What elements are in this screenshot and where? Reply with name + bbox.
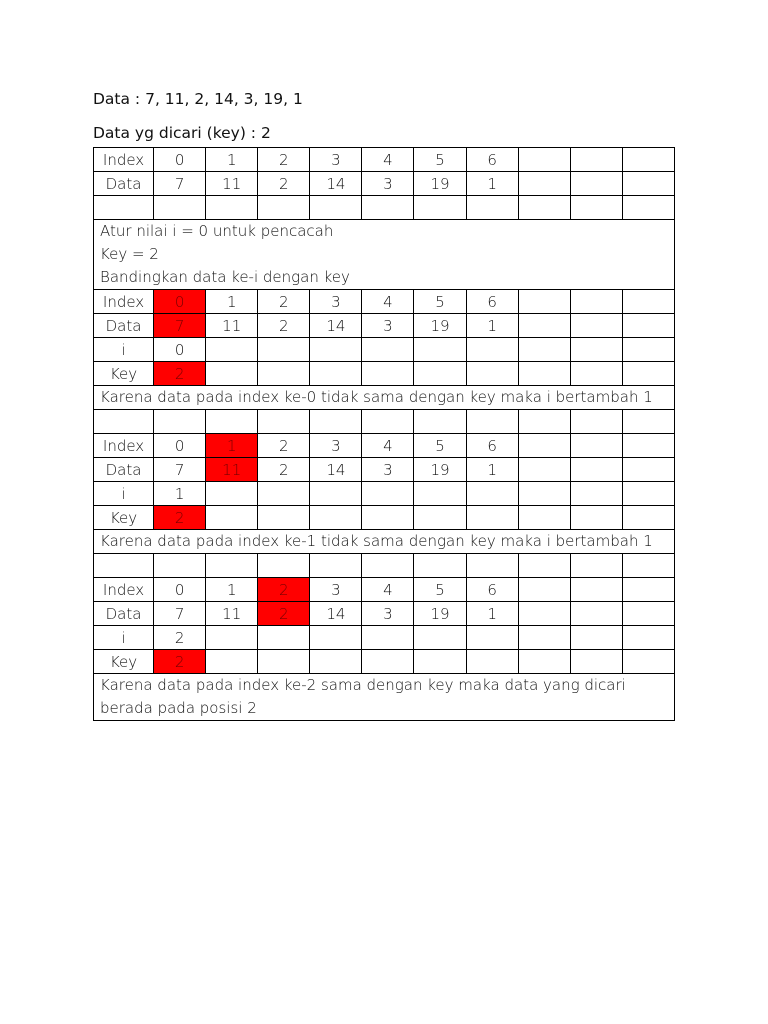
table-cell: 19 — [414, 172, 466, 196]
table-cell: 5 — [414, 290, 466, 314]
table-cell: 14 — [310, 458, 362, 482]
step-key-row — [94, 506, 675, 530]
table-cell: 2 — [154, 506, 206, 530]
table-cell — [362, 362, 414, 386]
step-note-row — [94, 674, 675, 721]
table-cell — [414, 196, 466, 220]
note-cell — [94, 674, 675, 721]
table-cell — [206, 482, 258, 506]
row-label: i — [94, 482, 154, 506]
step-note-row — [94, 386, 675, 410]
row-label: Data — [94, 602, 154, 626]
table-cell — [570, 148, 622, 172]
table-cell: 3 — [310, 578, 362, 602]
table-cell: 2 — [258, 314, 310, 338]
table-cell: 7 — [154, 458, 206, 482]
table-cell — [622, 410, 674, 434]
table-cell: 1 — [154, 482, 206, 506]
table-cell — [310, 554, 362, 578]
key-heading: Data yg dicari (key) : 2 — [93, 124, 271, 142]
table-cell — [518, 148, 570, 172]
step-key-row — [94, 362, 675, 386]
table-cell: 3 — [362, 602, 414, 626]
table-cell — [362, 410, 414, 434]
table-cell — [466, 506, 518, 530]
data-heading: Data : 7, 11, 2, 14, 3, 19, 1 — [93, 90, 303, 108]
table-cell: 2 — [154, 650, 206, 674]
table-cell: 2 — [154, 362, 206, 386]
table-cell — [258, 410, 310, 434]
step-note-row — [94, 530, 675, 554]
table-cell: 5 — [414, 434, 466, 458]
step-index-row — [94, 578, 675, 602]
table-cell — [622, 578, 674, 602]
row-label: Index — [94, 290, 154, 314]
table-cell — [258, 482, 310, 506]
row-label: Key — [94, 650, 154, 674]
table-cell: 7 — [154, 314, 206, 338]
table-cell — [622, 172, 674, 196]
table-cell — [570, 482, 622, 506]
table-cell — [622, 362, 674, 386]
table-cell — [622, 290, 674, 314]
step-data-row — [94, 458, 675, 482]
table-cell — [206, 362, 258, 386]
table-cell — [570, 602, 622, 626]
intro-note-row — [94, 220, 675, 290]
table-cell — [414, 650, 466, 674]
table-cell — [414, 626, 466, 650]
table-cell — [94, 410, 154, 434]
table-cell — [414, 482, 466, 506]
table-cell — [570, 506, 622, 530]
table-cell — [206, 338, 258, 362]
table-cell: 1 — [206, 148, 258, 172]
table-cell — [258, 506, 310, 530]
table-cell — [518, 602, 570, 626]
table-cell — [466, 362, 518, 386]
note-line: Atur nilai i = 0 untuk pencacah — [100, 222, 334, 240]
table-cell — [570, 196, 622, 220]
table-cell — [570, 410, 622, 434]
step-index-row — [94, 434, 675, 458]
table-cell — [570, 434, 622, 458]
table-cell — [310, 410, 362, 434]
table-cell — [622, 650, 674, 674]
note-line: Bandingkan data ke-i dengan key — [100, 268, 350, 286]
table-cell — [622, 626, 674, 650]
table-cell: 1 — [206, 434, 258, 458]
table-cell — [570, 578, 622, 602]
table-cell: 2 — [258, 602, 310, 626]
table-cell: 1 — [466, 458, 518, 482]
table-cell — [362, 196, 414, 220]
index-row — [94, 148, 675, 172]
row-label: Index — [94, 434, 154, 458]
table-cell — [518, 410, 570, 434]
table-cell — [466, 650, 518, 674]
table-cell — [518, 172, 570, 196]
table-cell: 11 — [206, 602, 258, 626]
table-cell: 2 — [258, 578, 310, 602]
table-cell: 7 — [154, 172, 206, 196]
table-cell: 0 — [154, 290, 206, 314]
table-cell — [258, 650, 310, 674]
table-cell: 6 — [466, 434, 518, 458]
table-cell — [518, 434, 570, 458]
table-cell: 3 — [362, 314, 414, 338]
table-cell — [518, 314, 570, 338]
table-cell — [570, 314, 622, 338]
table-cell — [518, 196, 570, 220]
table-cell: 4 — [362, 578, 414, 602]
table-cell: 7 — [154, 602, 206, 626]
table-cell: 19 — [414, 458, 466, 482]
table-cell: 1 — [206, 290, 258, 314]
table-cell — [362, 626, 414, 650]
table-cell — [362, 650, 414, 674]
table-cell: 2 — [258, 148, 310, 172]
table-cell: 4 — [362, 148, 414, 172]
table-cell: 3 — [310, 434, 362, 458]
table-cell — [622, 554, 674, 578]
row-label: Key — [94, 506, 154, 530]
empty-row — [94, 410, 675, 434]
table-cell — [94, 196, 154, 220]
table-cell — [570, 290, 622, 314]
row-label: Index — [94, 578, 154, 602]
table-cell: 3 — [362, 172, 414, 196]
table-cell — [570, 554, 622, 578]
table-cell: 2 — [154, 626, 206, 650]
table-cell — [258, 626, 310, 650]
step-i-row — [94, 626, 675, 650]
table-cell: 19 — [414, 602, 466, 626]
table-cell — [466, 626, 518, 650]
table-cell — [258, 554, 310, 578]
table-cell: 4 — [362, 434, 414, 458]
table-cell — [466, 196, 518, 220]
table-cell — [206, 196, 258, 220]
table-cell — [258, 196, 310, 220]
table-cell: 6 — [466, 148, 518, 172]
table-cell: 4 — [362, 290, 414, 314]
table-cell — [466, 338, 518, 362]
table-cell: 3 — [310, 290, 362, 314]
table-cell — [622, 196, 674, 220]
table-cell — [310, 362, 362, 386]
row-label: i — [94, 338, 154, 362]
data-row — [94, 172, 675, 196]
step-key-row — [94, 650, 675, 674]
note-line: Karena data pada index ke-2 sama dengan key maka data yang dicari berada pada posisi 2 — [100, 676, 626, 717]
table-cell — [518, 578, 570, 602]
table-cell — [154, 554, 206, 578]
table-cell: 14 — [310, 602, 362, 626]
table-cell — [206, 650, 258, 674]
table-cell — [622, 338, 674, 362]
table-cell — [466, 410, 518, 434]
table-cell — [518, 338, 570, 362]
table-cell: 5 — [414, 148, 466, 172]
table-cell: 11 — [206, 458, 258, 482]
table-cell — [570, 650, 622, 674]
table-cell — [310, 196, 362, 220]
table-cell — [154, 410, 206, 434]
table-cell — [94, 554, 154, 578]
table-cell — [154, 196, 206, 220]
table-cell: 14 — [310, 172, 362, 196]
step-i-row — [94, 338, 675, 362]
table-cell — [518, 362, 570, 386]
table-cell — [362, 506, 414, 530]
table-cell: 14 — [310, 314, 362, 338]
table-cell — [518, 290, 570, 314]
row-label: Data — [94, 458, 154, 482]
table-cell — [466, 482, 518, 506]
step-i-row — [94, 482, 675, 506]
table-cell: 3 — [310, 148, 362, 172]
table-cell: 1 — [206, 578, 258, 602]
table-cell — [310, 338, 362, 362]
linear-search-table — [93, 147, 675, 721]
table-cell — [206, 626, 258, 650]
note-line: Karena data pada index ke-1 tidak sama dengan key maka i bertambah 1 — [100, 532, 653, 550]
note-cell — [94, 386, 675, 410]
step-data-row — [94, 602, 675, 626]
table-cell — [622, 148, 674, 172]
step-index-row — [94, 290, 675, 314]
note-line: Key = 2 — [100, 245, 159, 263]
row-label: Data — [94, 172, 154, 196]
row-label: Key — [94, 362, 154, 386]
table-cell: 0 — [154, 434, 206, 458]
table-cell: 6 — [466, 290, 518, 314]
table-cell — [362, 338, 414, 362]
table-cell: 3 — [362, 458, 414, 482]
table-cell — [258, 338, 310, 362]
table-cell — [570, 338, 622, 362]
note-line: Karena data pada index ke-0 tidak sama dengan key maka i bertambah 1 — [100, 388, 653, 406]
table-cell — [622, 482, 674, 506]
table-cell: 0 — [154, 578, 206, 602]
table-cell: 5 — [414, 578, 466, 602]
table-cell — [310, 626, 362, 650]
table-cell — [622, 506, 674, 530]
table-cell: 2 — [258, 172, 310, 196]
table-cell — [570, 362, 622, 386]
table-cell — [518, 458, 570, 482]
table-cell — [570, 172, 622, 196]
table-cell — [414, 362, 466, 386]
table-cell — [414, 506, 466, 530]
table-cell: 2 — [258, 458, 310, 482]
table-cell: 11 — [206, 314, 258, 338]
table-cell — [518, 506, 570, 530]
table-cell: 1 — [466, 172, 518, 196]
note-cell — [94, 530, 675, 554]
table-cell — [414, 338, 466, 362]
table-cell: 1 — [466, 314, 518, 338]
table-cell — [206, 554, 258, 578]
table-cell — [622, 602, 674, 626]
table-cell — [518, 650, 570, 674]
empty-row — [94, 554, 675, 578]
table-cell — [518, 554, 570, 578]
step-data-row — [94, 314, 675, 338]
table-cell: 0 — [154, 148, 206, 172]
table-cell — [570, 626, 622, 650]
table-cell — [206, 410, 258, 434]
table-cell: 2 — [258, 290, 310, 314]
table-cell — [414, 554, 466, 578]
table-cell: 6 — [466, 578, 518, 602]
table-cell: 1 — [466, 602, 518, 626]
table-cell — [310, 506, 362, 530]
row-label: Index — [94, 148, 154, 172]
table-cell — [362, 554, 414, 578]
note-cell — [94, 220, 675, 290]
table-cell — [310, 482, 362, 506]
table-cell — [414, 410, 466, 434]
table-cell — [258, 362, 310, 386]
row-label: Data — [94, 314, 154, 338]
table-cell — [622, 314, 674, 338]
table-cell — [362, 482, 414, 506]
table-cell — [622, 458, 674, 482]
table-cell — [206, 506, 258, 530]
row-label: i — [94, 626, 154, 650]
table-cell — [622, 434, 674, 458]
empty-row — [94, 196, 675, 220]
table-cell: 19 — [414, 314, 466, 338]
table-cell: 11 — [206, 172, 258, 196]
table-cell — [518, 626, 570, 650]
table-cell — [570, 458, 622, 482]
table-cell — [518, 482, 570, 506]
table-cell — [466, 554, 518, 578]
table-cell: 2 — [258, 434, 310, 458]
table-cell: 0 — [154, 338, 206, 362]
table-cell — [310, 650, 362, 674]
